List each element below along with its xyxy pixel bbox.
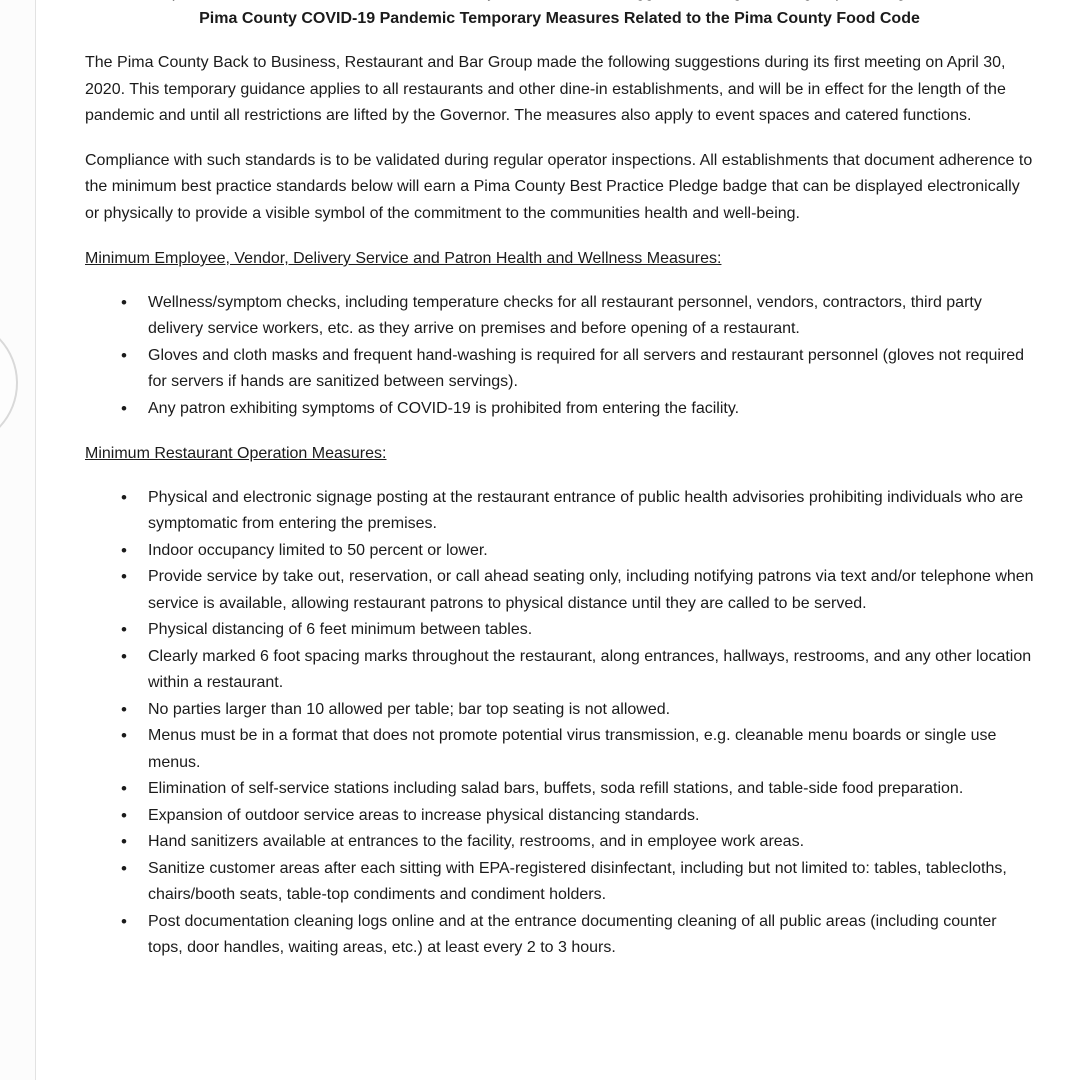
cropped-text-content — [37, 0, 1080, 2]
list-item: • Menus must be in a format that does not promote potential virus transmission, e.g. cleanable menu boards or single use menus. — [85, 723, 1034, 776]
list-item: • Any patron exhibiting symptoms of COVID-19 is prohibited from entering the facility. — [85, 396, 1034, 423]
document-page — [37, 0, 1080, 1080]
list-item: • Post documentation cleaning logs online and at the entrance documenting cleaning of all public areas (including counter tops, door handles, waiting areas, etc.) at least every 2 to 3 hours. — [85, 909, 1034, 962]
operation-measures-list — [85, 485, 1034, 962]
section-heading-wellness-measures: Minimum Employee, Vendor, Delivery Service and Patron Health and Wellness Measures: — [85, 250, 722, 267]
page-curl-decoration — [0, 318, 18, 448]
list-item: • Wellness/symptom checks, including temperature checks for all restaurant personnel, vendors, contractors, third party delivery service workers, etc. as they arrive on premises and before opening of a restaurant. — [85, 290, 1034, 343]
list-item: • Hand sanitizers available at entrances to the facility, restrooms, and in employee work areas. — [85, 829, 1034, 856]
list-item: • Elimination of self-service stations including salad bars, buffets, soda refill stations, and table-side food preparation. — [85, 776, 1034, 803]
intro-paragraph-2: Compliance with such standards is to be validated during regular operator inspections. All establishments that document adherence to the minimum best practice standards below will earn a Pima County Best Practice Pledge badge that can be displayed electronically or physically to provide a visible symbol of the commitment to the communities health and well-being. — [85, 151, 1033, 222]
wellness-measures-list — [85, 290, 1034, 423]
list-item: • Physical distancing of 6 feet minimum between tables. — [85, 617, 1034, 644]
document-content — [37, 6, 1080, 962]
list-item: • Physical and electronic signage posting at the restaurant entrance of public health advisories prohibiting individuals who are symptomatic from entering the premises. — [85, 485, 1034, 538]
list-item: • Clearly marked 6 foot spacing marks throughout the restaurant, along entrances, hallways, restrooms, and any other location within a restaurant. — [85, 644, 1034, 697]
list-item: • No parties larger than 10 allowed per table; bar top seating is not allowed. — [85, 697, 1034, 724]
list-item: • Gloves and cloth masks and frequent hand-washing is required for all servers and restaurant personnel (gloves not required for servers if hands are sanitized between servings). — [85, 343, 1034, 396]
section-heading-operation-measures: Minimum Restaurant Operation Measures: — [85, 445, 387, 462]
intro-paragraph-1: The Pima County Back to Business, Restaurant and Bar Group made the following suggestions during its first meeting on April 30, 2020. This temporary guidance applies to all restaurants and other dine-in establishments, and will be in effect for the length of the pandemic and until all restrictions are lifted by the Governor. The measures also apply to event spaces and catered functions. — [85, 54, 1006, 124]
list-item: • Expansion of outdoor service areas to increase physical distancing standards. — [85, 803, 1034, 830]
viewer-left-margin — [0, 0, 36, 1080]
list-item: • Indoor occupancy limited to 50 percent or lower. — [85, 538, 1034, 565]
list-item: • Provide service by take out, reservation, or call ahead seating only, including notifying patrons via text and/or telephone when service is available, allowing restaurant patrons to physical distance until they are called to be served. — [85, 564, 1034, 617]
list-item: • Sanitize customer areas after each sitting with EPA-registered disinfectant, including but not limited to: tables, tablecloths, chairs/booth seats, table-top condiments and condiment holders. — [85, 856, 1034, 909]
document-title: Pima County COVID-19 Pandemic Temporary Measures Related to the Pima County Food Code — [199, 10, 920, 27]
